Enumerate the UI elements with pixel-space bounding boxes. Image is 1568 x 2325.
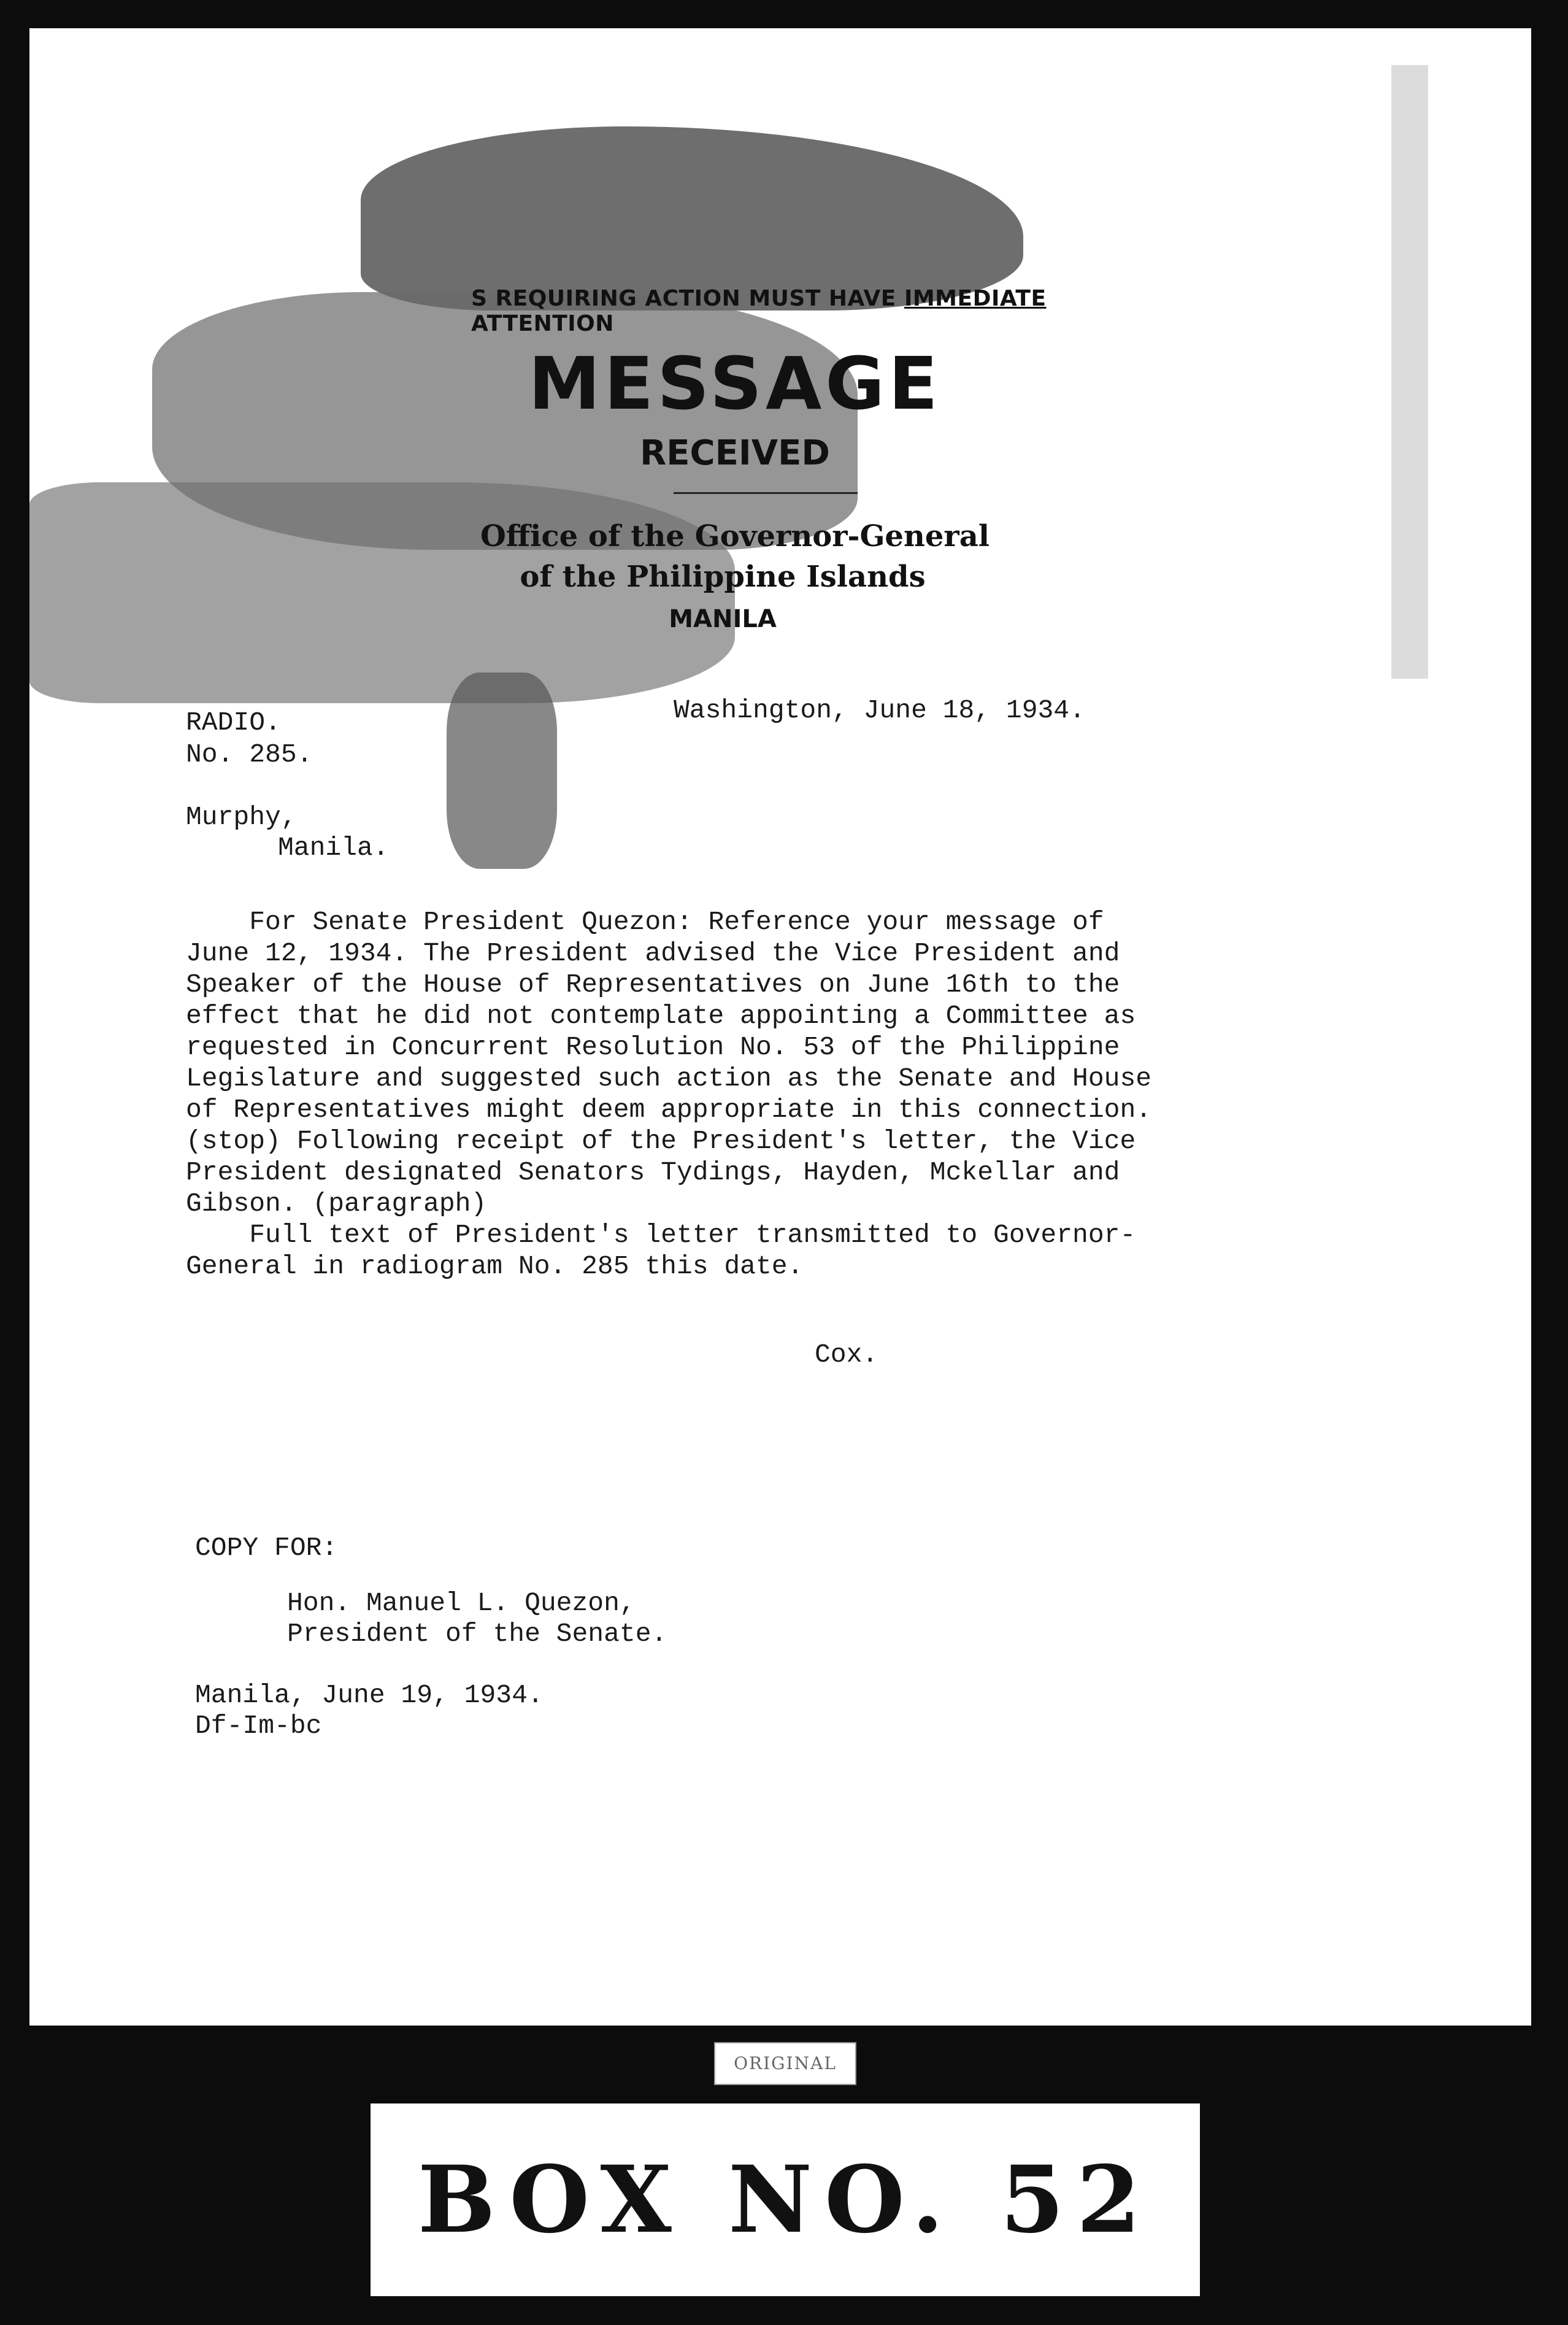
priority-notice bbox=[471, 286, 1170, 336]
body-line: Full text of President's letter transmitted to Governor- bbox=[186, 1220, 1136, 1250]
copy-recipient-title: President of the Senate. bbox=[287, 1619, 667, 1649]
addressee-name: Murphy, bbox=[186, 802, 297, 832]
original-tag: ORIGINAL bbox=[714, 2042, 856, 2085]
office-name: Office of the Governor-General bbox=[480, 519, 990, 553]
copy-for-heading: COPY FOR: bbox=[195, 1533, 338, 1563]
body-line: General in radiogram No. 285 this date. bbox=[186, 1251, 804, 1281]
body-line: of Representatives might deem appropriate in this connection. bbox=[186, 1095, 1152, 1125]
copy-recipient-name: Hon. Manuel L. Quezon, bbox=[287, 1588, 636, 1618]
body-line: Gibson. (paragraph) bbox=[186, 1189, 487, 1219]
water-stain bbox=[447, 673, 557, 869]
body-line: June 12, 1934. The President advised the Vice President and bbox=[186, 938, 1120, 968]
notice-prefix: S REQUIRING ACTION MUST HAVE bbox=[471, 286, 904, 311]
body-line: Legislature and suggested such action as the Senate and House bbox=[186, 1063, 1152, 1093]
body-line: requested in Concurrent Resolution No. 53 of the Philippine bbox=[186, 1032, 1120, 1062]
message-type: RADIO. bbox=[186, 708, 281, 738]
letterhead-divider bbox=[674, 492, 858, 494]
body-line: (stop) Following receipt of the President's letter, the Vice bbox=[186, 1126, 1136, 1156]
office-city: MANILA bbox=[669, 605, 777, 633]
box-label-text: BOX NO. 52 bbox=[417, 2146, 1153, 2254]
copy-place-date: Manila, June 19, 1934. bbox=[195, 1680, 544, 1710]
body-line: Speaker of the House of Representatives on June 16th to the bbox=[186, 970, 1120, 1000]
body-line: For Senate President Quezon: Reference your message of bbox=[186, 907, 1104, 937]
message-number: No. 285. bbox=[186, 739, 313, 769]
letterhead-subtitle: RECEIVED bbox=[640, 433, 830, 473]
office-jurisdiction: of the Philippine Islands bbox=[520, 560, 926, 594]
box-label-card bbox=[371, 2103, 1200, 2296]
letterhead-title: MESSAGE bbox=[528, 341, 942, 426]
body-line: President designated Senators Tydings, Hayden, Mckellar and bbox=[186, 1157, 1120, 1187]
page-edge-shadow bbox=[1391, 65, 1428, 679]
dateline: Washington, June 18, 1934. bbox=[674, 695, 1085, 725]
reference-initials: Df-Im-bc bbox=[195, 1711, 322, 1741]
message-document bbox=[29, 28, 1531, 2026]
signature: Cox. bbox=[815, 1340, 878, 1370]
water-stain bbox=[361, 126, 1023, 310]
addressee-city: Manila. bbox=[278, 833, 389, 863]
notice-suffix: ATTENTION bbox=[471, 311, 614, 336]
notice-emphasis: IMMEDIATE bbox=[904, 286, 1047, 311]
body-line: effect that he did not contemplate appointing a Committee as bbox=[186, 1001, 1136, 1031]
